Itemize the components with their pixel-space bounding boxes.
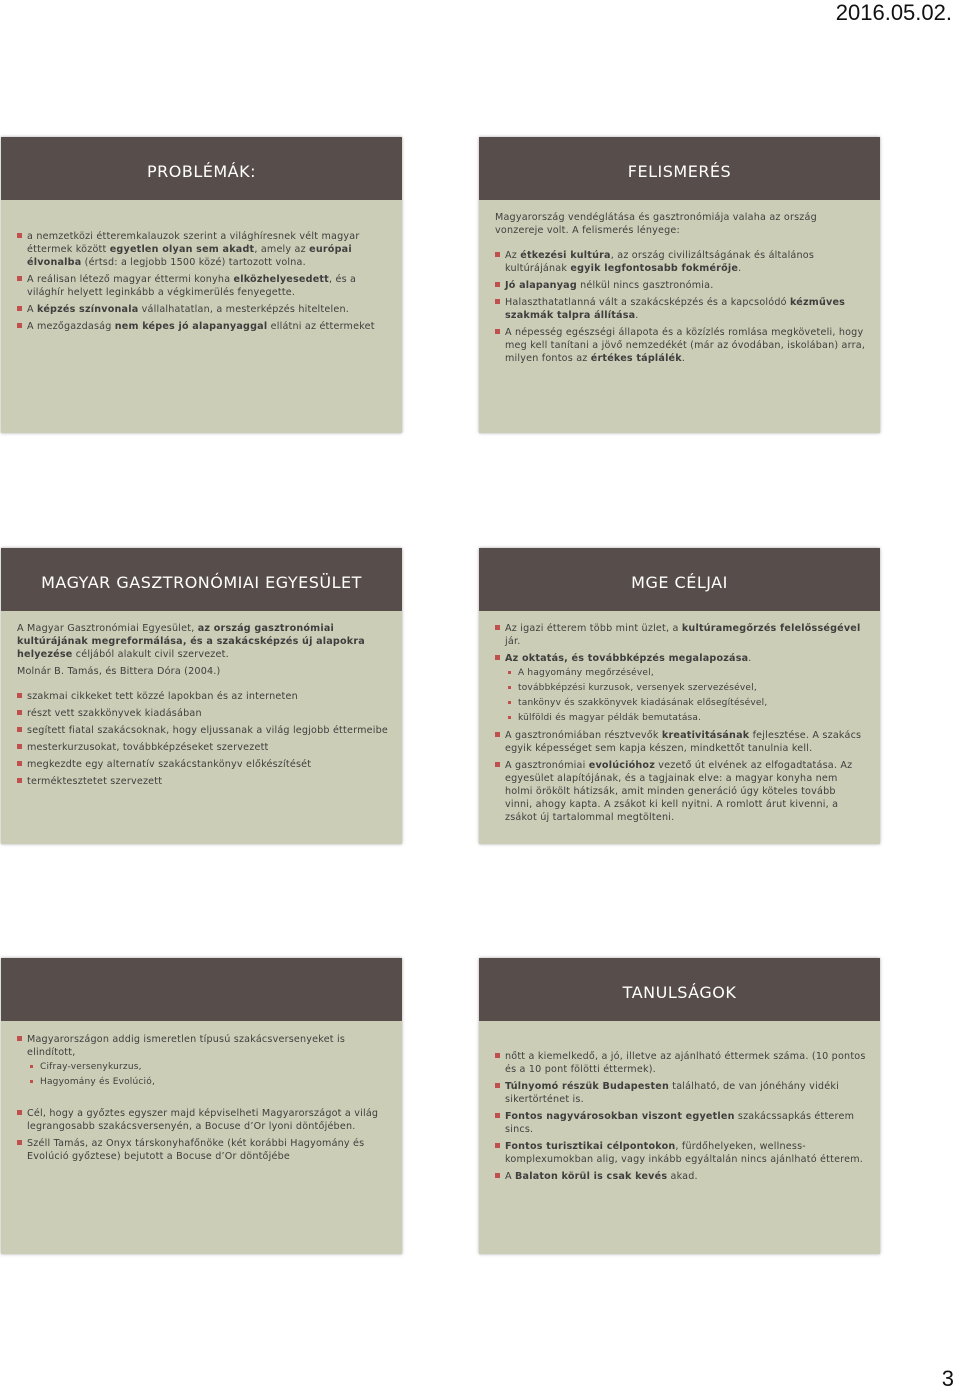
bullet-item: A képzés színvonala vállalhatatlan, a mesterképzés hiteltelen. xyxy=(17,303,388,316)
bullet-list xyxy=(17,690,388,788)
bullet-list xyxy=(17,1107,388,1163)
bullet-list xyxy=(495,1050,866,1183)
slide-mge-celjai xyxy=(479,548,880,844)
sub-bullet-item: A hagyomány megőrzésével, xyxy=(505,667,866,680)
page-number: 3 xyxy=(941,1366,954,1391)
bullet-item: Túlnyomó részük Budapesten található, de van jónéhány vidéki sikertörténet is. xyxy=(495,1080,866,1106)
slide-title: MGE CÉLJAI xyxy=(631,573,728,592)
sub-bullet-item: külföldi és magyar példák bemutatása. xyxy=(505,712,866,725)
bullet-item: megkezdte egy alternatív szakácstankönyv előkészítését xyxy=(17,758,388,771)
bullet-item: Széll Tamás, az Onyx társkonyhafőnöke (két korábbi Hagyomány és Evolúció győztese) bejutott a Bocuse d’Or döntőjébe xyxy=(17,1137,388,1163)
bullet-list xyxy=(495,622,866,824)
slide-versenyek xyxy=(1,958,402,1254)
slide-title: PROBLÉMÁK: xyxy=(147,162,256,181)
sub-bullet-list xyxy=(505,667,866,725)
sub-bullet-item: Hagyomány és Evolúció, xyxy=(27,1076,388,1089)
slide-body xyxy=(17,1033,388,1167)
bullet-item: Az igazi étterem több mint üzlet, a kultúramegőrzés felelősségével jár. xyxy=(495,622,866,648)
bullet-item: Fontos nagyvárosokban viszont egyetlen szakácssapkás étterem sincs. xyxy=(495,1110,866,1136)
slide-body xyxy=(17,622,388,792)
slide-intro: A Magyar Gasztronómiai Egyesület, az ország gasztronómiai kultúrájának megreformálása, és a szakácsképzés új alapokra helyezése céljából alakult civil szervezet. xyxy=(17,623,365,660)
bullet-item: A gasztronómiai evolúcióhoz vezető út elvének az elfogadtatása. Az egyesület alapítójának, és a tagjainak elve: a magyar konyha nem holmi örökölt hátizsák, amit minden generáció úgy köteles tovább vinni, ahogy kapta. A zsákot ki kell nyitni. A romlott árut kivenni, a zsákot új tartalommal megtölteni. xyxy=(495,759,866,824)
bullet-item: Cél, hogy a győztes egyszer majd képviselheti Magyarországot a világ legrangosabb szakácsversenyén, a Bocuse d’Or lyoni döntőjében. xyxy=(17,1107,388,1133)
slide-problemak xyxy=(1,137,402,433)
bullet-item: A mezőgazdaság nem képes jó alapanyaggal ellátni az éttermeket xyxy=(17,320,388,333)
slide-title: MAGYAR GASZTRONÓMIAI EGYESÜLET xyxy=(41,573,362,592)
slide-body xyxy=(17,230,388,337)
bullet-item: Halaszthatatlanná vált a szakácsképzés és a kapcsolódó kézműves szakmák talpra állítása. xyxy=(495,296,866,322)
bullet-item: mesterkurzusokat, továbbképzéseket szervezett xyxy=(17,741,388,754)
bullet-item: A Balaton körül is csak kevés akad. xyxy=(495,1170,866,1183)
bullet-item: szakmai cikkeket tett közzé lapokban és az interneten xyxy=(17,690,388,703)
slide-header xyxy=(1,958,402,1021)
slide-felismeres xyxy=(479,137,880,433)
sub-bullet-item: továbbképzési kurzusok, versenyek szervezésével, xyxy=(505,682,866,695)
bullet-item: nőtt a kiemelkedő, a jó, illetve az ajánlható éttermek száma. (10 pontos és a 10 pont fölötti éttermek). xyxy=(495,1050,866,1076)
slide-title: TANULSÁGOK xyxy=(622,983,737,1002)
slide-body xyxy=(495,1050,866,1187)
bullet-list xyxy=(17,1033,388,1089)
bullet-item: A reálisan létező magyar éttermi konyha elközhelyesedett, és a világhír helyett leginkább a végkimerülés fenyegette. xyxy=(17,273,388,299)
sub-bullet-list xyxy=(27,1061,388,1089)
page-date: 2016.05.02. xyxy=(835,0,952,25)
slide-tanulsagok xyxy=(479,958,880,1254)
bullet-item: Jó alapanyag nélkül nincs gasztronómia. xyxy=(495,279,866,292)
slide-title: FELISMERÉS xyxy=(627,162,732,181)
slide-body xyxy=(495,211,866,369)
bullet-item: Az oktatás, és továbbképzés megalapozása. A hagyomány megőrzésével, továbbképzési kurzusok, versenyek szervezésével, tankönyv és szakkönyvek kiadásának elősegítésével, külföldi és magyar példák bemutatása. xyxy=(495,652,866,725)
sub-bullet-item: tankönyv és szakkönyvek kiadásának elősegítésével, xyxy=(505,697,866,710)
bullet-item: Fontos turisztikai célpontokon, fürdőhelyeken, wellness-komplexumokban alig, vagy inkább egyáltalán nincs ajánlható étterem. xyxy=(495,1140,866,1166)
bullet-item: Az étkezési kultúra, az ország civilizáltságának és általános kultúrájának egyik legfontosabb fokmérője. xyxy=(495,249,866,275)
bullet-item: a nemzetközi étteremkalauzok szerint a világhíresnek vélt magyar éttermek között egyetlen olyan sem akadt, amely az európai élvonalba (értsd: a legjobb 1500 közé) tartozott volna. xyxy=(17,230,388,269)
slide-intro: Magyarország vendéglátása és gasztronómiája valaha az ország vonzereje volt. A felismerés lényege: xyxy=(495,212,817,236)
founders-text: Molnár B. Tamás, és Bittera Dóra (2004.) xyxy=(17,666,221,677)
bullet-list xyxy=(17,230,388,333)
bullet-item: A népesség egészségi állapota és a közízlés romlása megköveteli, hogy meg kell tanítani a jövő nemzedékét (már az óvodában, iskolában) arra, milyen fontos az értékes táplálék. xyxy=(495,326,866,365)
bullet-item: segített fiatal szakácsoknak, hogy eljussanak a világ legjobb éttermeibe xyxy=(17,724,388,737)
slide-body xyxy=(495,622,866,828)
sub-bullet-item: Cifray-versenykurzus, xyxy=(27,1061,388,1074)
bullet-item: terméktesztetet szervezett xyxy=(17,775,388,788)
slide-magyar-gasztronomiai-egyesulet xyxy=(1,548,402,844)
bullet-item: A gasztronómiában résztvevők kreativitásának fejlesztése. A szakács egyik képességet sem kapja készen, mindkettőt tanulnia kell. xyxy=(495,729,866,755)
bullet-list xyxy=(495,249,866,365)
bullet-item: részt vett szakkönyvek kiadásában xyxy=(17,707,388,720)
bullet-item: Magyarországon addig ismeretlen típusú szakácsversenyeket is elindított, Cifray-versenykurzus, Hagyomány és Evolúció, xyxy=(17,1033,388,1089)
